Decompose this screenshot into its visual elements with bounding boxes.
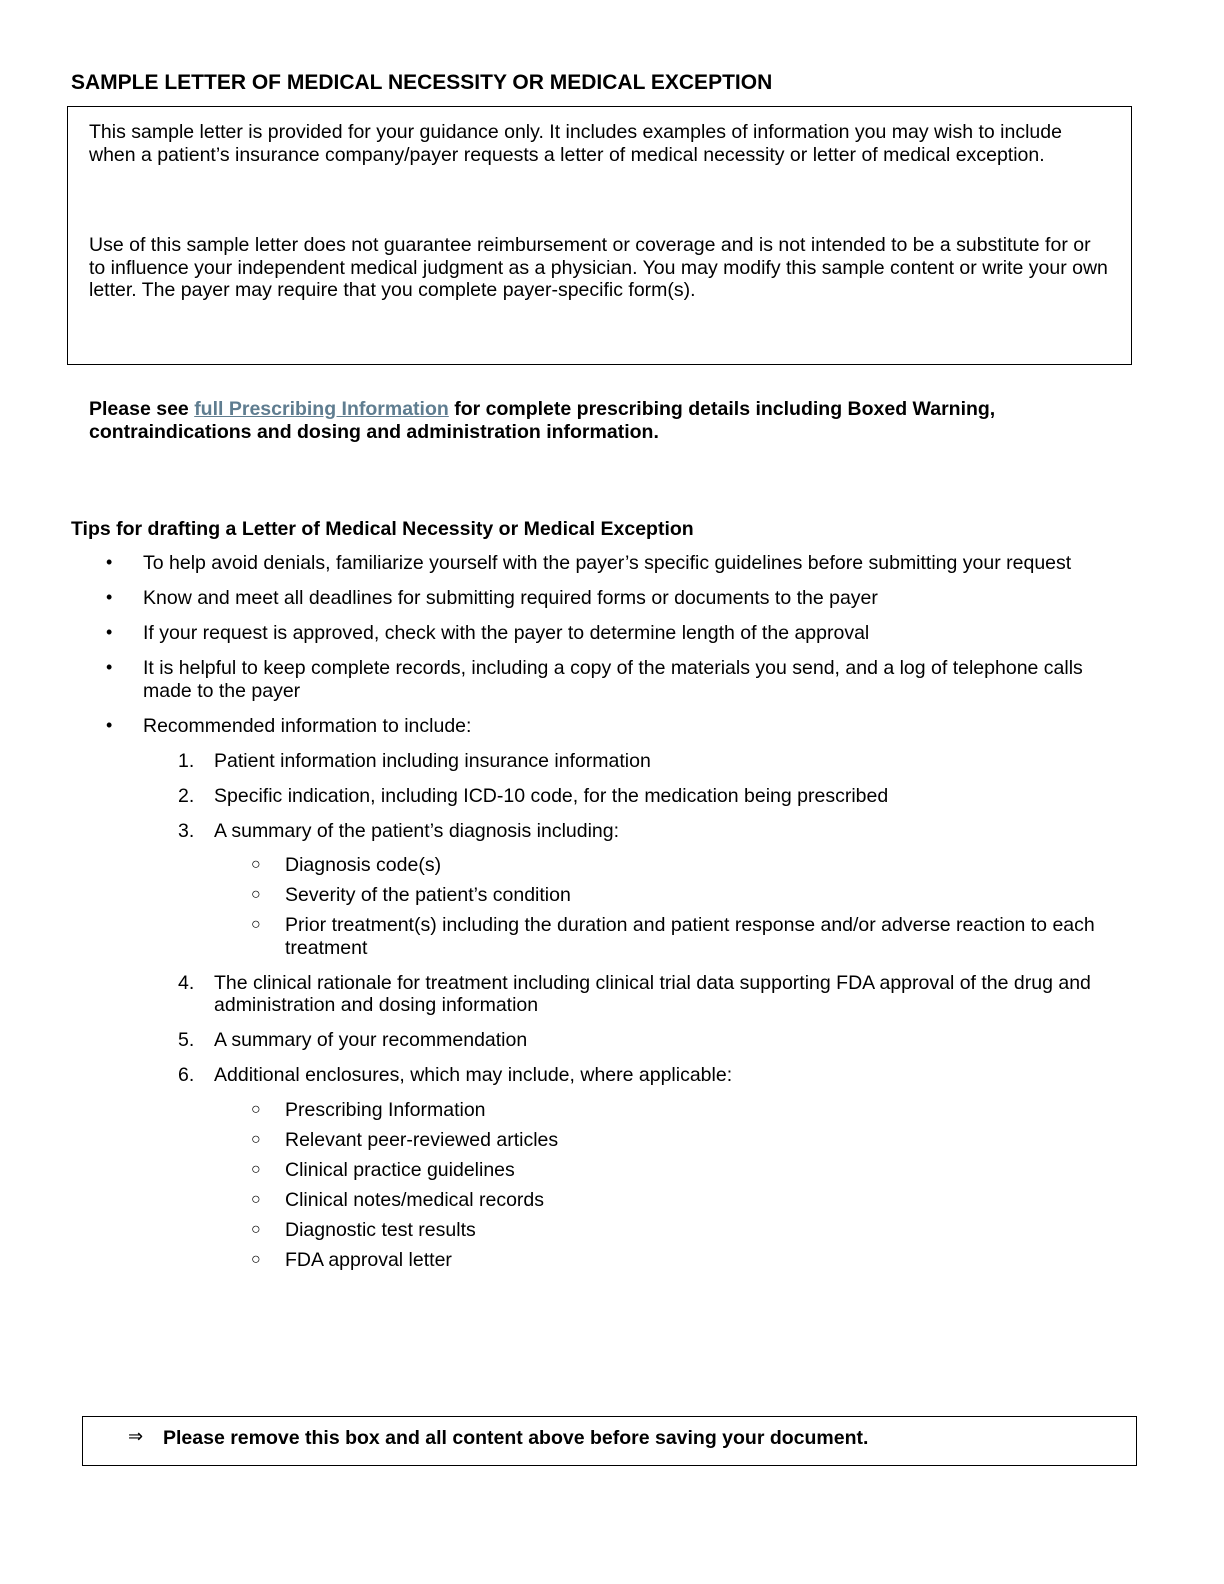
tips-heading: Tips for drafting a Letter of Medical Necessity or Medical Exception (71, 518, 694, 540)
tip-item (0, 552, 1224, 575)
sub-item-text: Diagnosis code(s) (285, 854, 442, 876)
bullet-icon: • (106, 587, 113, 607)
sub-item (0, 1099, 1114, 1122)
sub-item-text: Diagnostic test results (285, 1218, 476, 1241)
sub-item-text: Prescribing Information (285, 1098, 486, 1121)
tip-text: To help avoid denials, familiarize yourself with the payer’s specific guidelines before submitting your request (143, 552, 1072, 574)
recommended-item (0, 1064, 1114, 1271)
tip-item (0, 622, 1224, 645)
circle-bullet-icon: ○ (251, 856, 261, 873)
diagnosis-sublist (214, 854, 1114, 959)
tip-text: Recommended information to include: (143, 714, 472, 737)
recommended-item (0, 1029, 1114, 1052)
item-number: 1. (178, 749, 195, 772)
bullet-icon: • (106, 714, 113, 735)
page-title: SAMPLE LETTER OF MEDICAL NECESSITY OR MEDICAL EXCEPTION (71, 71, 773, 94)
right-double-arrow-icon: ⇒ (128, 1426, 144, 1446)
prescribing-info-link[interactable]: full Prescribing Information (194, 398, 449, 420)
sub-item (0, 884, 1114, 907)
sub-item-text: Relevant peer-reviewed articles (285, 1128, 559, 1151)
circle-bullet-icon: ○ (251, 1160, 261, 1178)
tip-text: If your request is approved, check with the payer to determine length of the approval (143, 622, 870, 644)
disclaimer-paragraph-1: This sample letter is provided for your guidance only. It includes examples of information you may wish to include when a patient’s insurance company/payer requests a letter of medical necessity or letter of medical exception. (89, 121, 1062, 166)
sub-item-text: Clinical notes/medical records (285, 1188, 545, 1211)
recommended-info-list (143, 750, 1114, 1272)
circle-bullet-icon: ○ (251, 1100, 261, 1118)
item-number: 2. (178, 784, 195, 807)
enclosures-sublist (214, 1099, 1114, 1272)
circle-bullet-icon: ○ (251, 1220, 261, 1238)
item-number: 6. (178, 1064, 195, 1086)
sub-item (0, 1159, 1114, 1182)
recommended-item (0, 820, 1114, 960)
item-text: A summary of your recommendation (214, 1029, 528, 1051)
item-text: Specific indication, including ICD-10 code, for the medication being prescribed (214, 784, 889, 807)
tip-text: Know and meet all deadlines for submitting required forms or documents to the payer (143, 587, 878, 609)
pi-note-suffix: for complete prescribing details including Boxed Warning, contraindications and dosing and administration information. (89, 398, 996, 443)
sub-item-text: FDA approval letter (285, 1248, 452, 1271)
recommended-item (0, 750, 1114, 773)
sub-item-text: Clinical practice guidelines (285, 1158, 515, 1181)
tip-text: It is helpful to keep complete records, including a copy of the materials you send, and a log of telephone calls made to the payer (143, 657, 1083, 702)
circle-bullet-icon: ○ (251, 1250, 261, 1268)
prescribing-info-note (89, 398, 1109, 443)
disclaimer-paragraph-2: Use of this sample letter does not guarantee reimbursement or coverage and is not intended to be a substitute for or to influence your independent medical judgment as a physician. You may modify this sample content or write your own letter. The payer may require that you complete payer-specific form(s). (89, 234, 1108, 301)
bullet-icon: • (106, 552, 113, 572)
remove-content-notice-box (82, 1416, 1137, 1466)
tip-item (0, 657, 1224, 702)
item-number: 3. (178, 819, 195, 842)
sub-item (0, 914, 1114, 959)
sub-item (0, 1129, 1114, 1152)
tips-list (0, 552, 1224, 1284)
sub-item (0, 854, 1114, 877)
recommended-item (0, 785, 1114, 808)
sub-item-text: Prior treatment(s) including the duration and patient response and/or adverse reaction to each treatment (285, 914, 1095, 959)
pi-note-prefix: Please see (89, 398, 195, 420)
bullet-icon: • (106, 622, 113, 642)
circle-bullet-icon: ○ (251, 916, 261, 933)
sub-item (0, 1219, 1114, 1242)
tip-item (0, 587, 1224, 610)
tip-item (0, 715, 1224, 1272)
circle-bullet-icon: ○ (251, 1130, 261, 1148)
recommended-item (0, 972, 1114, 1017)
item-number: 4. (178, 971, 195, 994)
sub-item (0, 1249, 1114, 1272)
item-text: The clinical rationale for treatment including clinical trial data supporting FDA approval of the drug and administration and dosing information (214, 971, 1091, 1016)
bullet-icon: • (106, 657, 113, 677)
remove-content-notice: Please remove this box and all content above before saving your document. (163, 1427, 869, 1449)
sub-item (0, 1189, 1114, 1212)
circle-bullet-icon: ○ (251, 886, 261, 903)
item-text: A summary of the patient’s diagnosis including: (214, 819, 620, 842)
sub-item-text: Severity of the patient’s condition (285, 884, 571, 906)
disclaimer-box (67, 106, 1132, 365)
circle-bullet-icon: ○ (251, 1190, 261, 1208)
item-text: Patient information including insurance information (214, 749, 651, 772)
item-text: Additional enclosures, which may include, where applicable: (214, 1064, 733, 1086)
item-number: 5. (178, 1029, 195, 1051)
